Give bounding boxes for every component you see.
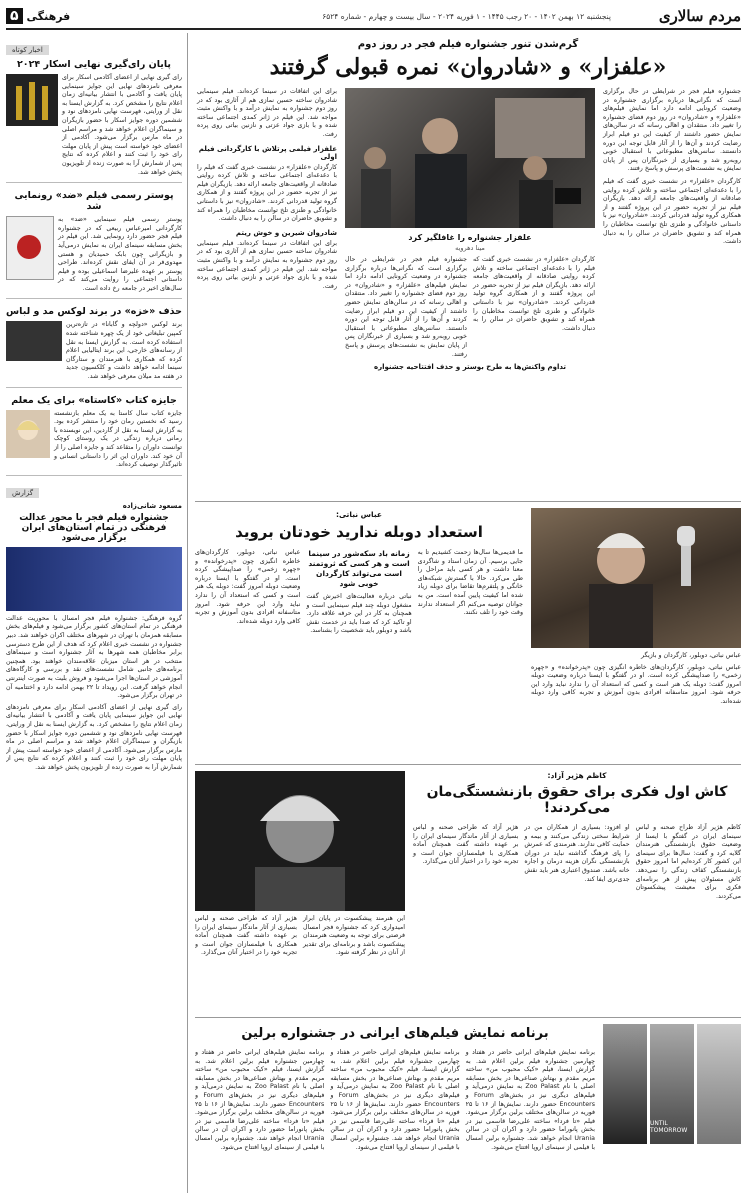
lead-text-a2: کارگردان «علفزار» در نشست خبری گفت که فیلم را با دغدغه‌ای اجتماعی ساخته و تلاش کرده روایتی صادقانه از واقعیت‌های جامعه ارائه دهد. بازیگران فیلم نیز از تجربه حضور در این پروژه گفتند و از همکاری گروه تولید قدردانی کردند. «شادروان» نیز با داستانی خانوادگی و طنزی تلخ توانست مخاطبان را همراه کند و تشویق حاضران در سالن را به دنبال داشت. <box>603 177 741 246</box>
lead-text-e: برای این اتفاقات در سینما کرده‌اند. فیلم سینمایی شادروان ساخته حسین نمازی هم از آثاری بود که در روز دوم جشنواره به نمایش درآمد و با واکنش مثبت مواجه شد. این فیلم در ژانر کمدی اجتماعی ساخته شده و با بازی جواد عزتی و نازنین بیاتی روی پرده رفت. <box>197 239 337 290</box>
lead-text-c: برای این اتفاقات در سینما کرده‌اند. فیلم سینمایی شادروان ساخته حسین نمازی هم از آثاری بود که در روز دوم جشنواره به نمایش درآمد و با واکنش مثبت مواجه شد. این فیلم در ژانر کمدی اجتماعی ساخته شده و با بازی جواد عزتی و نازنین بیاتی روی پرده رفت. <box>197 88 337 138</box>
nabati-caption: عباس نباتی، دوبلور، کارگردان و بازیگر <box>641 652 741 659</box>
book-text: جایزه کتاب سال کاستا به یک معلم بازنشسته رسید که نخستین رمان خود را منتشر کرده بود. به گزارش ایسنا به نقل از گاردین، این نویسنده با رمانی درباره زندگی در یک روستای کوچک توانست داوران را متقاعد کند و جایزه اصلی را از آن خود کند. داوران این اثر را داستانی انسانی و تاثیرگذار توصیف کرده‌اند. <box>54 409 182 469</box>
book-title: جایزه کتاب «کاستاه» برای یک معلم <box>11 394 177 406</box>
issue-meta: پنجشنبه ۱۲ بهمن ۱۴۰۲ - ۲۰ رجب ۱۴۴۵ - ۱ فوریه ۲۰۲۴ - سال بیست و چهارم - شماره ۶۵۲۴ <box>322 11 611 21</box>
lead-center-text-2: جشنواره فیلم فجر در شرایطی در حال برگزاری است که نگرانی‌ها درباره برگزاری جشنواره در وضعیت کرونایی ادامه دارد اما نمایش فیلم‌های «علفزار» و «شادروان» در روز دوم فضای جشنواره را تغییر داد. منتقدان و اهالی رسانه که در سالن‌های نمایش حضور داشتند از کیفیت این دو فیلم ابراز رضایت کردند و آن‌ها را از آثار قابل توجه این دوره دانستند. سانس‌های مطبوعاتی با استقبال خوبی روبه‌رو شد و بسیاری از خبرنگاران پس از پایان نمایش به نشست‌های پرسش و پاسخ رفتند. <box>345 256 467 358</box>
kazem-text-b: او افزود: بسیاری از همکاران من در شرایط سختی زندگی می‌کنند و بیمه و حمایت کافی ندارند. هنرمندی که عمرش را پای فرهنگ گذاشته نباید در دوران بازنشستگی نگران هزینه درمان و اجاره خانه باشد. صندوق اعتباری هنر باید نقش جدی‌تری ایفا کند. <box>524 824 630 883</box>
kazem-byline: کاظم هژیر آزاد: <box>547 771 607 780</box>
kazem-text-a: کاظم هژیر آزاد طراح صحنه و لباس سینمای ایران در گفتگو با ایسنا از وضعیت حقوق بازنشستگی هنرمندان گلایه کرد و گفت: سال‌ها برای سینمای این کشور کار کرده‌ایم اما امروز حقوق بازنشستگی کفاف زندگی را نمی‌دهد. کاش مسئولان پیش از هر برنامه‌ای فکری برای معیشت پیشکسوتان می‌کردند. <box>635 824 741 900</box>
festival-people-icon <box>345 88 595 228</box>
lead-col-right <box>603 88 741 488</box>
kazem-text-d: این هنرمند پیشکسوت در پایان ابراز امیدواری کرد که جشنواره فجر امسال فرصتی برای توجه به وضعیت هنرمندان پیشکسوت باشد و برنامه‌ای برای تقدیر از آنان در نظر گرفته شود. <box>303 915 405 957</box>
report-text-2: رای گیری نهایی از اعضای آکادمی اسکار برای معرفی نامزدهای نهایی این جوایز سینمایی پایان یافت و آکادمی با انتشار بیانیه‌ای زمان اعلام نتایج را مشخص کرد. به گزارش ایسنا به نقل از ورایتی، فهرست نهایی نامزدهای نود و ششمین دوره جوایز اسکار با حضور بازیگران و سینماگران اعلام خواهد شد و مراسم اصلی در ماه مارس برگزار می‌شود. آکادمی از اعضای خود خواسته است پیش از پایان مهلت رای خود را ثبت کنند و اعلام کرده که نتایج پس از شمارش آرا به صورت زنده از تلویزیون پخش خواهد شد. <box>6 703 182 771</box>
berlin-text-c: برنامه نمایش فیلم‌های ایرانی حاضر در هفتاد و چهارمین جشنواره فیلم برلین اعلام شد. به گزارش ایسنا، فیلم «کیک محبوب من» ساخته مریم مقدم و بهتاش صناعی‌ها در بخش مسابقه اصلی با نام Zoo Palast به نمایش درمی‌آید و فیلم‌های دیگری نیز در بخش‌های Forum و Encounters حضور دارند. نمایش‌ها از ۱۶ تا ۲۵ فوریه در سالن‌های مختلف برلین برگزار می‌شود. فیلم «تا فردا» ساخته علی‌رضا قاسمی نیز در بخش پانوراما حضور دارد و اکران آن در سالن Urania انجام خواهد شد. جشنواره برلین امسال با فیلمی از سینمای اروپا افتتاح می‌شود. <box>195 1049 325 1151</box>
nabati-photo-col <box>531 508 741 707</box>
berlin-story <box>195 1018 741 1193</box>
poster-news-title: پوستر رسمی فیلم «ضد» رونمایی شد <box>14 190 174 213</box>
lead-photo-credit: مینا دهرویه <box>455 244 485 252</box>
berlin-posters <box>603 1024 741 1152</box>
nabati-byline: عباس نباتی: <box>335 510 383 519</box>
brand-text: برند لوکس «دولچه و گابانا» در تازه‌ترین کمپین تبلیغاتی خود از یک چهره شناخته شده استفاده کرده است. به گزارش ایسنا به نقل از رسانه‌های خارجی، این برند ایتالیایی اعلام کرده که همکاری با هنرمندان و ستارگان سینما ادامه خواهد داشت و کلکسیون جدید در هفته مد میلان معرفی خواهد شد. <box>66 321 182 381</box>
kazem-text-e: هژیر آزاد که طراحی صحنه و لباس بسیاری از آثار ماندگار سینمای ایران را بر عهده داشته گفت همچنان آماده همکاری با فیلمسازان جوان است و تجربه خود را در اختیار آنان می‌گذارد. <box>195 915 297 957</box>
kazem-text-area <box>413 771 741 958</box>
nabati-text-d: عباس نباتی، دوبلور، کارگردان‌های خاطره انگیزی چون «پدرخوانده» و «چهره زخمی» را صداپیشگی کرده است. او در گفتگو با ایسنا درباره وضعیت دوبله امروز گفت: دوبله یک هنر است و کسی که استعداد آن را ندارد نباید وارد این حرفه شود. امروز متاسفانه افرادی بدون آموزش و تجربه کافی وارد دوبله شده‌اند. <box>195 549 301 625</box>
berlin-headline: برنامه نمایش فیلم‌های ایرانی در جشنواره برلین <box>241 1026 549 1041</box>
sidebar-oscar <box>6 33 182 183</box>
berlin-text-a: برنامه نمایش فیلم‌های ایرانی حاضر در هفتاد و چهارمین جشنواره فیلم برلین اعلام شد. به گزارش ایسنا، فیلم «کیک محبوب من» ساخته مریم مقدم و بهتاش صناعی‌ها در بخش مسابقه اصلی با نام Zoo Palast به نمایش درمی‌آید و فیلم‌های دیگری نیز در بخش‌های Forum و Encounters حضور دارند. نمایش‌ها از ۱۶ تا ۲۵ فوریه در سالن‌های مختلف برلین برگزار می‌شود. فیلم «تا فردا» ساخته علی‌رضا قاسمی نیز در بخش پانوراما حضور دارد و اکران آن در سالن Urania انجام خواهد شد. جشنواره برلین امسال با فیلمی از سینمای اروپا افتتاح می‌شود. <box>465 1049 595 1151</box>
lead-center-text-1: کارگردان «علفزار» در نشست خبری گفت که فیلم را با دغدغه‌ای اجتماعی ساخته و تلاش کرده روایتی صادقانه از واقعیت‌های جامعه ارائه دهد. بازیگران فیلم نیز از تجربه حضور در این پروژه گفتند و از همکاری گروه تولید قدردانی کردند. «شادروان» نیز با داستانی خانوادگی و طنزی تلخ توانست مخاطبان را همراه کند و تشویق حاضران در سالن را به دنبال داشت. <box>473 256 595 332</box>
berlin-text-b: برنامه نمایش فیلم‌های ایرانی حاضر در هفتاد و چهارمین جشنواره فیلم برلین اعلام شد. به گزارش ایسنا، فیلم «کیک محبوب من» ساخته مریم مقدم و بهتاش صناعی‌ها در بخش مسابقه اصلی با نام Zoo Palast به نمایش درمی‌آید و فیلم‌های دیگری نیز در بخش‌های Forum و Encounters حضور دارند. نمایش‌ها از ۱۶ تا ۲۵ فوریه در سالن‌های مختلف برلین برگزار می‌شود. فیلم «تا فردا» ساخته علی‌رضا قاسمی نیز در بخش پانوراما حضور دارد و اکران آن در سالن Urania انجام خواهد شد. جشنواره برلین امسال با فیلمی از سینمای اروپا افتتاح می‌شود. <box>330 1049 460 1151</box>
oscar-text: رای گیری نهایی از اعضای آکادمی اسکار برای معرفی نامزدهای نهایی این جوایز سینمایی پایان یافت و آکادمی با انتشار بیانیه‌ای زمان اعلام نتایج را مشخص کرد. به گزارش ایسنا به نقل از ورایتی، فهرست نهایی نامزدهای نود و ششمین دوره جوایز اسکار با حضور بازیگران و سینماگران اعلام خواهد شد و مراسم اصلی در ماه مارس برگزار می‌شود. آکادمی از اعضای خود خواسته است پیش از پایان مهلت رای خود را ثبت کنند و اعلام کرده که نتایج پس از شمارش آرا به صورت زنده از تلویزیون پخش خواهد شد. <box>62 74 182 176</box>
lead-photo-caption: علفزار جشنواره را غافلگیر کرد <box>408 233 532 242</box>
lead-story <box>195 39 741 501</box>
nabati-story <box>195 502 741 764</box>
page-number: ۵ <box>6 8 23 24</box>
film-poster-2 <box>650 1024 694 1144</box>
portrait-icon <box>195 771 405 911</box>
lead-kicker: گرم‌شدن تنور جشنواره فیلم فجر در روز دوم <box>357 39 579 50</box>
kazem-photo-col <box>195 771 405 958</box>
sidebar-poster <box>6 183 182 299</box>
newspaper-logo: مردم سالاری <box>658 7 741 25</box>
lead-photo <box>345 88 595 228</box>
nabati-pullquote: زمانه باد سکه‌شور در سینما است و هر کسی که ثروتمند است می‌تواند کارگردان خوبی شود <box>308 549 410 588</box>
report-text: گروه فرهنگی: جشنواره فیلم فجر امسال با محوریت عدالت فرهنگی در تمام استان‌های کشور برگزار می‌شود و فیلم‌های بخش مسابقه همزمان با تهران در شهرهای مختلف اکران خواهند شد. دبیر جشنواره در نشست خبری اعلام کرد که هدف از این طرح دسترسی برابر مخاطبان همه شهرها به آثار جشنواره است و سینماهای منتخب در هر استان میزبان علاقه‌مندان خواهند بود. همچنین برنامه‌های جانبی شامل نشست‌های نقد و بررسی و کارگاه‌های آموزشی در استان‌ها اجرا می‌شود و فروش بلیت به صورت اینترنتی انجام خواهد گرفت. این رویداد تا ۲۲ بهمن ادامه دارد و اختتامیه آن در تهران برگزار می‌شود. <box>6 614 182 700</box>
microphone-portrait-icon <box>531 508 741 648</box>
lead-headline: «علفزار» و «شادروان» نمره قبولی گرفتند <box>269 54 667 80</box>
nabati-text-col <box>195 508 523 707</box>
section-label <box>6 8 70 24</box>
author-portrait-icon <box>6 410 50 458</box>
section-name: فرهنگی <box>26 9 71 23</box>
brand-storefront-icon <box>6 321 62 361</box>
kazem-text-c: هژیر آزاد که طراحی صحنه و لباس بسیاری از آثار ماندگار سینمای ایران را بر عهده داشته گفت همچنان آماده همکاری با فیلمسازان جوان است و تجربه خود را در اختیار آنان می‌گذارد. <box>413 824 519 866</box>
masthead <box>6 4 741 30</box>
berlin-text-area <box>195 1024 595 1152</box>
kazem-story <box>195 765 741 1017</box>
poster-title: UNTIL TOMORROW <box>650 1120 688 1134</box>
main-area <box>195 33 741 1193</box>
nabati-text-c: نباتی درباره فعالیت‌های اخیرش گفت مشغول دوبله چند فیلم سینمایی است و همچنان به کار در این حرفه علاقه دارد. او تاکید کرد که صدا باید در خدمت نقش باشد و دوبلور باید شخصیت را بشناسد. <box>306 593 412 635</box>
oscar-title: پایان رای‌گیری نهایی اسکار ۲۰۲۴ <box>16 59 171 70</box>
kazem-headline: کاش اول فکری برای حقوق بازنشستگی‌مان می‌کردند! <box>426 784 728 816</box>
nabati-col-mid <box>306 549 411 636</box>
lead-subhead-1: تداوم واکنش‌ها به طرح بوستر و حذف افتتاحیه جشنواره <box>373 363 567 372</box>
film-poster-1 <box>697 1024 741 1144</box>
lead-subhead-2: علفزار فیلمی پرتلاش با کارگردانی فیلم اولی <box>198 144 337 161</box>
sidebar-report <box>6 476 182 778</box>
film-poster-3 <box>603 1024 647 1144</box>
sidebar <box>6 33 188 1193</box>
lead-col-center <box>345 88 595 488</box>
short-news-tag: اخبار کوتاه <box>6 45 49 55</box>
nabati-headline: استعداد دوبله ندارید خودتان بروید <box>235 523 483 541</box>
film-poster-icon <box>6 216 54 280</box>
report-tag: گزارش <box>6 488 39 498</box>
nabati-photo <box>531 508 741 648</box>
report-title: جشنواره فیلم فجر با محور عدالت فرهنگی در تمام استان‌های ایران برگزار می‌شود <box>19 512 169 543</box>
lead-col-left <box>197 88 337 488</box>
sidebar-book <box>6 388 182 476</box>
oscar-statues-icon <box>6 74 58 126</box>
lead-subhead-3: شادروان شیرین و خوش ریتم <box>235 228 337 237</box>
nabati-text-b: ما قدیمی‌ها سال‌ها زحمت کشیدیم تا به جایی برسیم. آن زمان استاد و شاگردی معنا داشت و هر کسی باید مراحل را طی می‌کرد. حالا با گسترش شبکه‌های خانگی و پلتفرم‌ها تقاضا برای دوبله زیاد شده اما کیفیت پایین آمده است. من به جوانان توصیه می‌کنم اگر استعداد ندارند وقت خود را تلف نکنند. <box>417 549 523 617</box>
report-byline: مسعود شانی‌زاده <box>122 501 182 510</box>
poster-news-text: پوستر رسمی فیلم سینمایی «ضد» به کارگردانی امیرعباس ربیعی که در جشنواره فیلم فجر حضور دارد رونمایی شد. این فیلم در بخش مسابقه سینمای ایران به نمایش درمی‌آید و بازیگرانی چون بابک حمیدیان و هستی مهدوی‌فر در آن ایفای نقش کرده‌اند. طراحی پوستر بر عهده علیرضا اسماعیلی بوده و فیلم داستانی اجتماعی را روایت می‌کند که در سال‌های اخیر در جامعه رخ داده است. <box>58 216 182 292</box>
brand-title: حذف «خزه» در برند لوکس مد و لباس <box>6 306 182 318</box>
kazem-photo <box>195 771 405 911</box>
festival-logo-image <box>6 547 182 611</box>
lead-text-a: جشنواره فیلم فجر در شرایطی در حال برگزاری است که نگرانی‌ها درباره برگزاری جشنواره در وضعیت کرونایی ادامه دارد اما نمایش فیلم‌های «علفزار» و «شادروان» در روز دوم فضای جشنواره را تغییر داد. منتقدان و اهالی رسانه که در سالن‌های نمایش حضور داشتند از کیفیت این دو فیلم ابراز رضایت کردند و آن‌ها را از آثار قابل توجه این دوره دانستند. سانس‌های مطبوعاتی با استقبال خوبی روبه‌رو شد و بسیاری از خبرنگاران پس از پایان نمایش به نشست‌های پرسش و پاسخ رفتند. <box>603 88 741 173</box>
lead-text-d: کارگردان «علفزار» در نشست خبری گفت که فیلم را با دغدغه‌ای اجتماعی ساخته و تلاش کرده روایتی صادقانه از واقعیت‌های جامعه ارائه دهد. بازیگران فیلم نیز از تجربه حضور در این پروژه گفتند و از همکاری گروه تولید قدردانی کردند. «شادروان» نیز با داستانی خانوادگی و طنزی تلخ توانست مخاطبان را همراه کند و تشویق حاضران در سالن را به دنبال داشت. <box>197 163 337 223</box>
nabati-text-a: عباس نباتی، دوبلور، کارگردان‌های خاطره انگیزی چون «پدرخوانده» و «چهره زخمی» را صداپیشگی کرده است. او در گفتگو با ایسنا درباره وضعیت دوبله امروز گفت: دوبله یک هنر است و کسی که استعداد آن را ندارد نباید وارد این حرفه شود. امروز متاسفانه افرادی بدون آموزش و تجربه کافی وارد دوبله شده‌اند. <box>531 663 741 705</box>
sidebar-brand <box>6 299 182 387</box>
